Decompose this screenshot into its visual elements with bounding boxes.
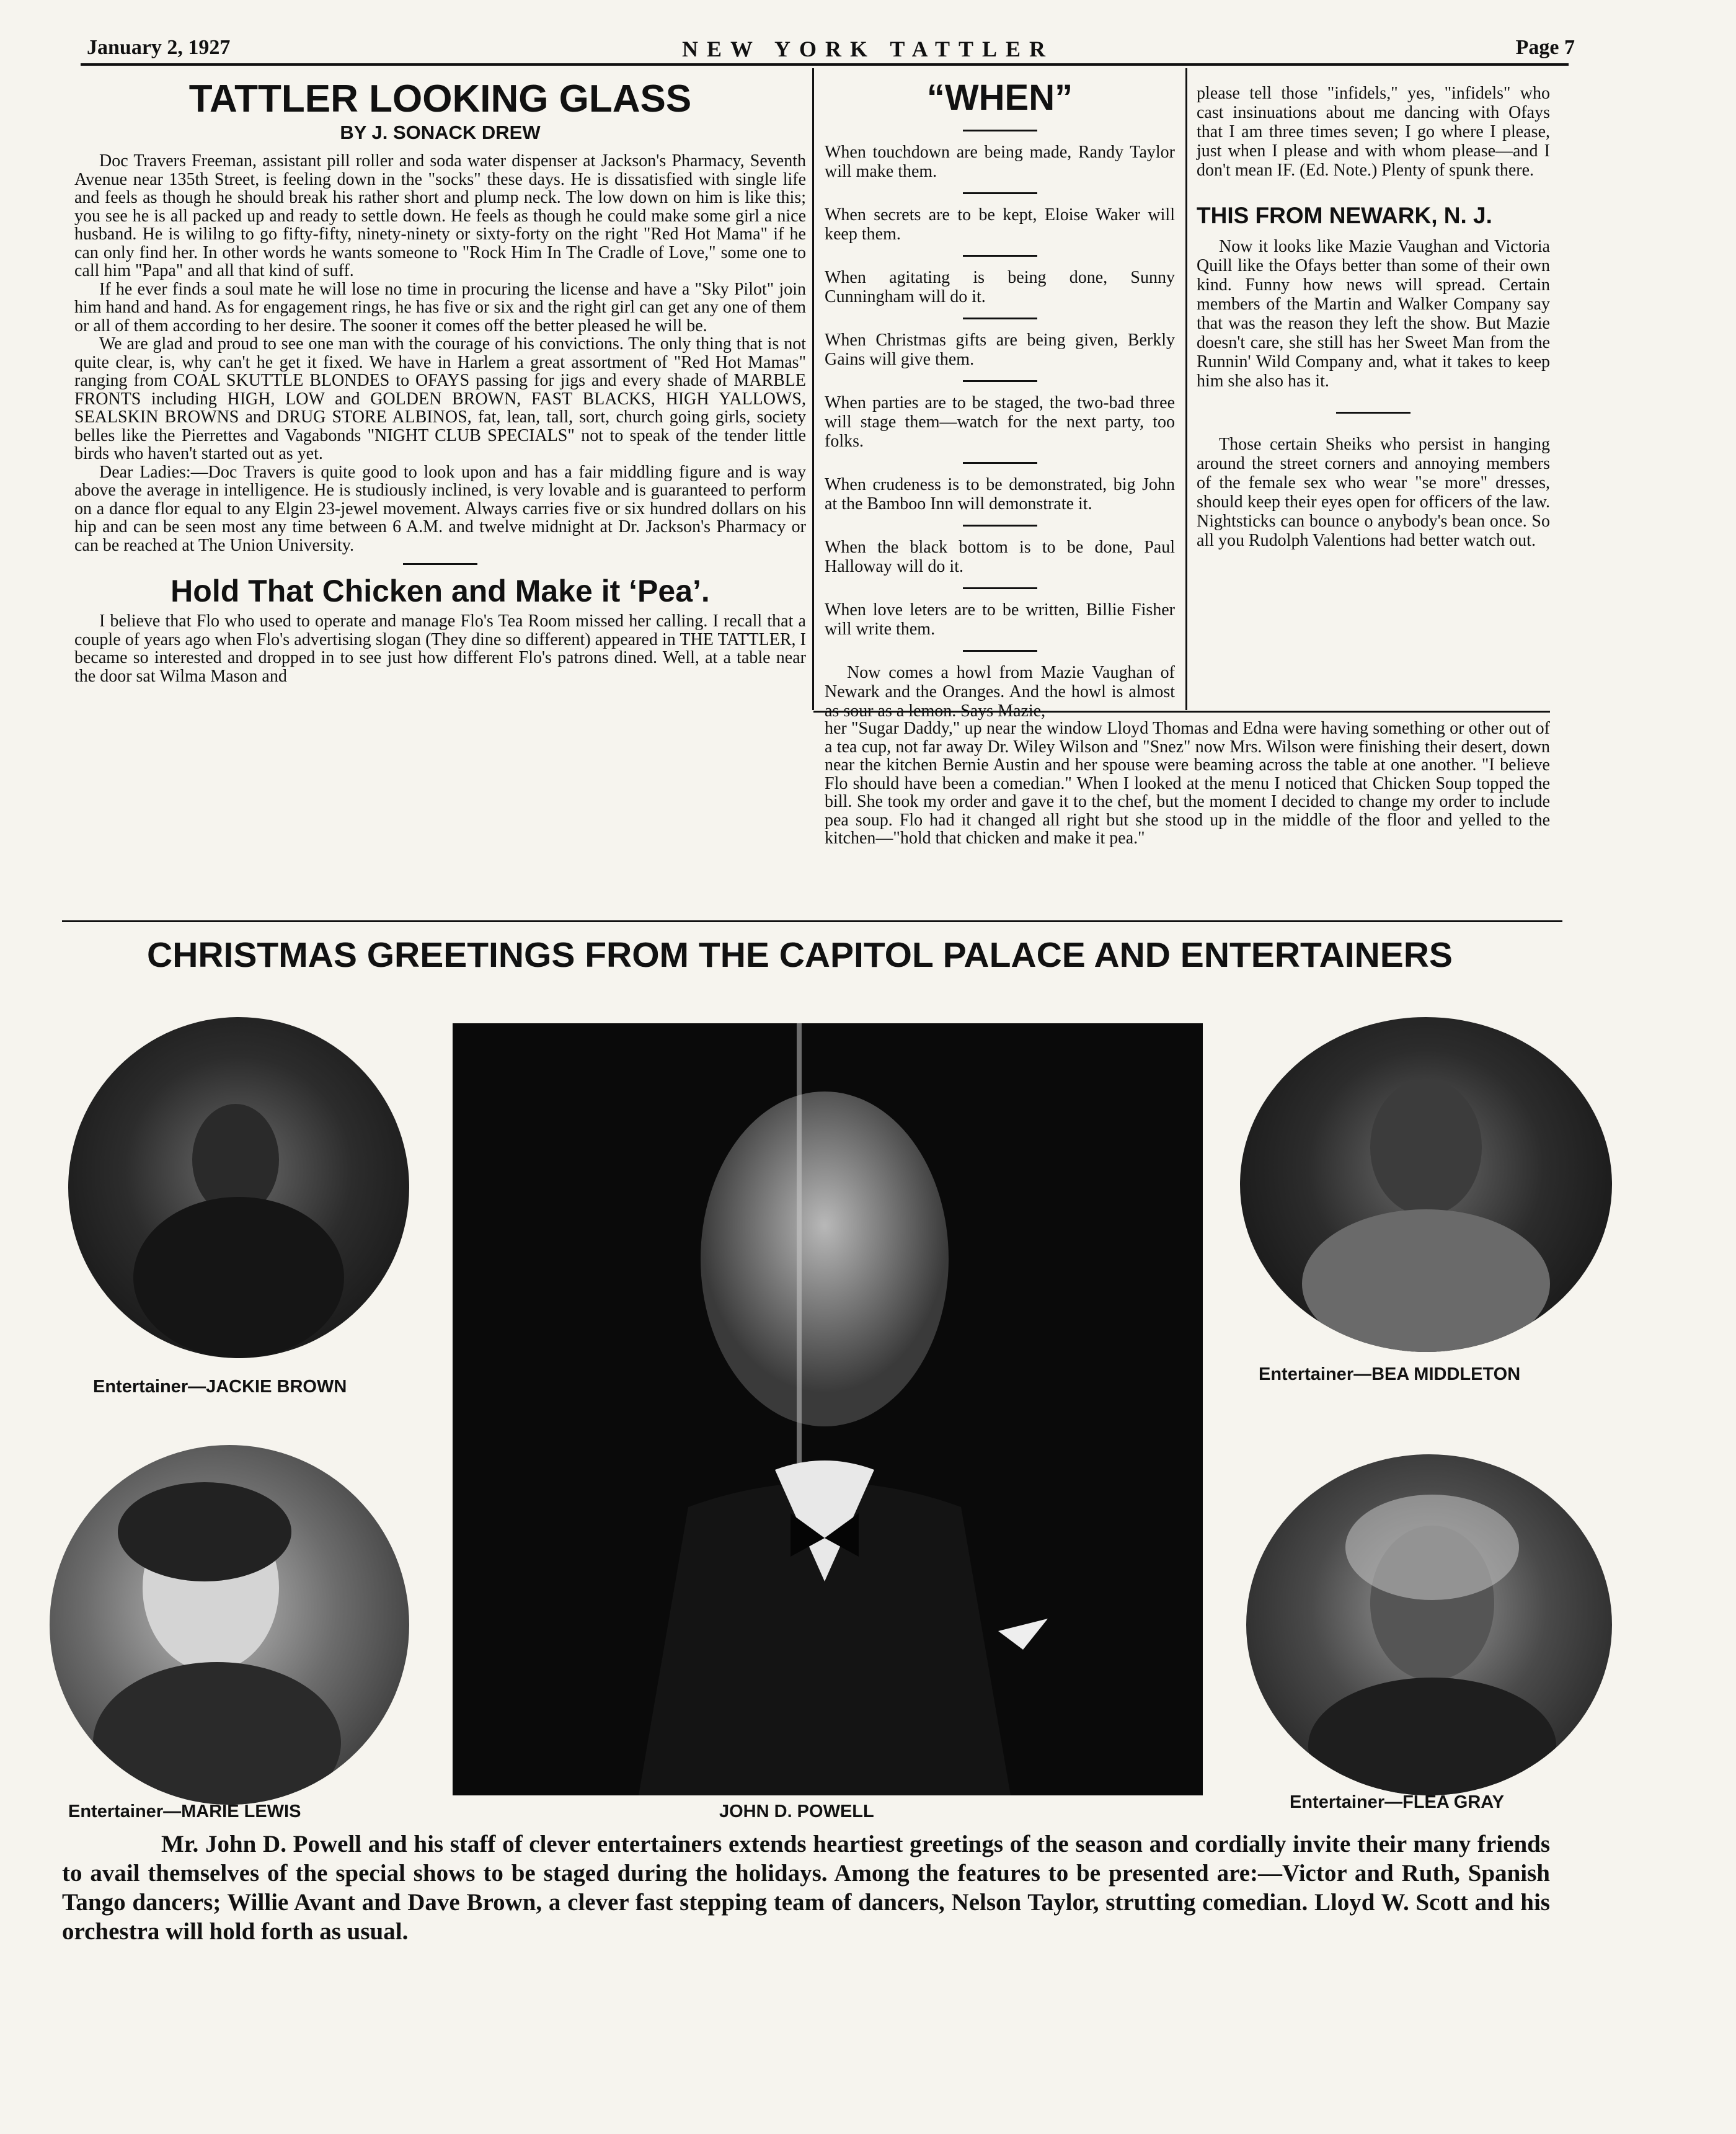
when-separator bbox=[963, 318, 1037, 319]
newark-separator bbox=[1336, 412, 1410, 414]
masthead: NEW YORK TATTLER bbox=[681, 37, 1055, 61]
photo-bea-middleton bbox=[1240, 1017, 1612, 1352]
when-separator bbox=[963, 130, 1037, 131]
header-rule bbox=[81, 63, 1569, 66]
greetings-closing-paragraph bbox=[62, 1829, 1550, 1946]
when-item: When the black bottom is to be done, Paul Halloway will do it. bbox=[825, 538, 1175, 576]
caption-bea-middleton: Entertainer—BEA MIDDLETON bbox=[1259, 1364, 1521, 1384]
newark-column bbox=[1197, 84, 1550, 550]
when-separator bbox=[963, 255, 1037, 257]
page-number: Page 7 bbox=[1515, 36, 1575, 59]
caption-flea-gray: Entertainer—FLEA GRAY bbox=[1290, 1792, 1504, 1812]
photo-john-d-powell bbox=[453, 1023, 1203, 1795]
issue-date: January 2, 1927 bbox=[87, 36, 231, 59]
portrait-icon bbox=[50, 1445, 409, 1805]
when-separator bbox=[963, 650, 1037, 652]
when-item: When Christmas gifts are being given, Berkly Gains will give them. bbox=[825, 331, 1175, 369]
chicken-title: Hold That Chicken and Make it ‘Pea’. bbox=[170, 574, 710, 608]
caption-marie-lewis: Entertainer—MARIE LEWIS bbox=[68, 1802, 301, 1821]
when-item: When crudeness is to be demonstrated, big John at the Bamboo Inn will demonstrate it. bbox=[825, 475, 1175, 513]
when-closing: Now comes a howl from Mazie Vaughan of Newark and the Oranges. And the howl is almost as sour as a lemon. Says Mazie, bbox=[825, 663, 1175, 721]
looking-glass-paragraph: Doc Travers Freeman, assistant pill roller and soda water dispenser at Jackson's Pharmacy, Seventh Avenue near 135th Street, is feeling down in the "socks" these days. He is dissatisfied with single life and feels as though he should break his rather short and plump neck. The low down on him is like this; you see he is all packed up and ready to settle down. He feels as though he could make some girl a nice husband. He is wililng to go fifty-fifty, ninety-ninety or sixty-forty on the right "Red Hot Mama" if he can only find her. In other words he wants someone to "Rock Him In The Cradle of Love," some one to call him "Papa" and all that kind of suff. bbox=[74, 151, 806, 280]
looking-glass-byline: BY J. SONACK DREW bbox=[340, 122, 541, 143]
photo-flea-gray bbox=[1246, 1454, 1612, 1795]
portrait-icon bbox=[1240, 1017, 1612, 1352]
sheiks-paragraph: Those certain Sheiks who persist in hanging around the street corners and annoying members of the female sex who wear "se more" dresses, should keep their eyes open for officers of the law. Nightsticks can bounce o anybody's bean once. So all you Rudolph Valentions had better watch out. bbox=[1197, 435, 1550, 550]
column-divider-1 bbox=[812, 68, 814, 710]
when-item: When touchdown are being made, Randy Taylor will make them. bbox=[825, 143, 1175, 181]
when-item: When agitating is being done, Sunny Cunningham will do it. bbox=[825, 268, 1175, 306]
looking-glass-paragraph: If he ever finds a soul mate he will lose no time in procuring the license and have a "Sky Pilot" join him hand and hand. As for engagement rings, he has five or six and the right girl can get any one of them or all of them according to her desire. The sooner it comes off the better pleased he will be. bbox=[74, 279, 806, 336]
article-separator bbox=[403, 563, 477, 565]
looking-glass-paragraph: We are glad and proud to see one man with the courage of his convictions. The only thing that is not quite clear, is, why can't he get it fixed. We have in Harlem a great assortment of "Red Hot Mamas" ranging from COAL SKUTTLE BLONDES to OFAYS passing for jigs and every shade of MARBLE FRONTS including HIGH, LOW and GOLDEN BROWN, FAST BLACKS, HIGH YALLOWS, SEALSKIN BROWNS and DRUG STORE ALBINOS, fat, lean, tall, sort, church going girls, society belles like the Pierrettes and Vagabonds "NIGHT CLUB SPECIALS" not to speak of the tender little birds who haven't started out as yet. bbox=[74, 334, 806, 463]
when-separator bbox=[963, 587, 1037, 589]
section-rule-bottom bbox=[62, 920, 1562, 922]
when-column bbox=[825, 78, 1175, 721]
looking-glass-column bbox=[74, 78, 806, 685]
caption-jackie-brown: Entertainer—JACKIE BROWN bbox=[93, 1377, 347, 1397]
mazie-continuation: please tell those "infidels," yes, "infidels" who cast insinuations about me dancing with Ofays that I am three times seven; I go where I please, just when I please and with whom please—and I don't mean IF. (Ed. Note.) Plenty of spunk there. bbox=[1197, 84, 1550, 180]
greetings-closing-text: Mr. John D. Powell and his staff of clever entertainers extends heartiest greetings of the season and cordially invite their many friends to avail themselves of the special shows to be staged during the holidays. Among the features to be presented are:—Victor and Ruth, Spanish Tango dancers; Willie Avant and Dave Brown, a clever fast stepping team of dancers, Nelson Taylor, strutting comedian. Lloyd W. Scott and his orchestra will hold forth as usual. bbox=[62, 1831, 1550, 1945]
portrait-icon bbox=[68, 1017, 409, 1358]
photo-marie-lewis bbox=[50, 1445, 409, 1805]
chicken-continuation bbox=[825, 719, 1550, 848]
when-separator bbox=[963, 525, 1037, 527]
when-separator bbox=[963, 380, 1037, 382]
caption-john-d-powell: JOHN D. POWELL bbox=[719, 1802, 874, 1821]
newark-paragraph: Now it looks like Mazie Vaughan and Victoria Quill like the Ofays better than some of their own kind. Funny how news will spread. Certain members of the Martin and Walker Company say that was the reason they left the show. But Mazie doesn't care, she still has her Sweet Man from the Runnin' Wild Company and, what it takes to keep him she also has it. bbox=[1197, 237, 1550, 391]
when-item: When love leters are to be written, Billie Fisher will write them. bbox=[825, 600, 1175, 639]
looking-glass-title: TATTLER LOOKING GLASS bbox=[188, 78, 692, 120]
when-separator bbox=[963, 462, 1037, 464]
when-item: When secrets are to be kept, Eloise Waker will keep them. bbox=[825, 205, 1175, 244]
column-divider-2 bbox=[1185, 68, 1187, 710]
looking-glass-paragraph: Dear Ladies:—Doc Travers is quite good to look upon and has a fair middling figure and is way above the average in intelligence. He is studiously inclined, is very lovable and is guaranteed to perform on a dance flor equal to any Elgin 23-jewel movement. Always carries five or six hundred dollars on his hip and can be seen most any time between 6 A.M. and twelve midnight at Dr. Jackson's Pharmacy or can be reached at The Union University. bbox=[74, 462, 806, 555]
chicken-paragraph-continued: her "Sugar Daddy," up near the window Lloyd Thomas and Edna were having something or other out of a tea cup, not far away Dr. Wiley Wilson and "Snez" now Mrs. Wilson were finishing their desert, down near the kitchen Bernie Austin and her spouse were beaming across the table at one another. "I believe Flo should have been a comedian." When I looked at the menu I noticed that Chicken Soup topped the bill. She took my order and gave it to the chef, but the moment I decided to change my order to include pea soup. Flo had it changed all right but she stood up in the middle of the floor and yelled to the kitchen—"hold that chicken and make it pea." bbox=[825, 719, 1550, 848]
photo-jackie-brown bbox=[68, 1017, 409, 1358]
newark-title: THIS FROM NEWARK, N. J. bbox=[1197, 203, 1492, 228]
when-title: “WHEN” bbox=[926, 78, 1073, 118]
portrait-icon bbox=[1246, 1454, 1612, 1795]
greetings-title: CHRISTMAS GREETINGS FROM THE CAPITOL PALACE AND ENTERTAINERS bbox=[147, 935, 1453, 975]
chicken-paragraph: I believe that Flo who used to operate and manage Flo's Tea Room missed her calling. I recall that a couple of years ago when Flo's advertising slogan (They dine so different) appeared in THE TATTLER, I became so interested and dropped in to see just how different Flo's patrons dined. Well, at a table near the door sat Wilma Mason and bbox=[74, 611, 806, 686]
portrait-icon bbox=[453, 1023, 1203, 1795]
when-separator bbox=[963, 192, 1037, 194]
when-item: When parties are to be staged, the two-bad three will stage them—watch for the next party, too folks. bbox=[825, 393, 1175, 451]
